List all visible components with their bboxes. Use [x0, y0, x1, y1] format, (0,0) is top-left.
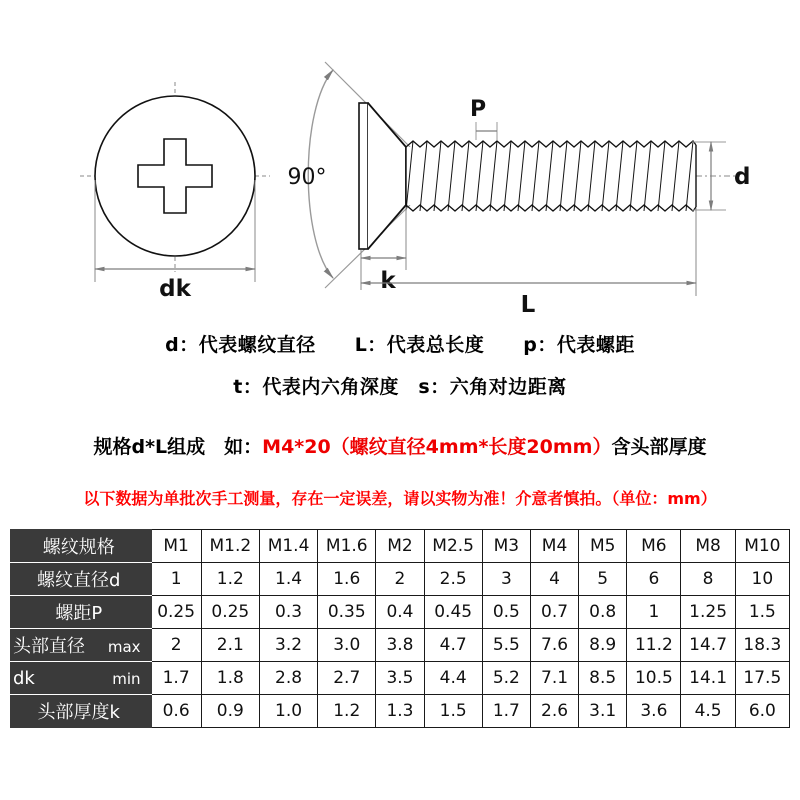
table-cell: 2	[376, 563, 424, 596]
table-cell: 0.7	[530, 596, 578, 629]
row-label-5	[11, 662, 152, 695]
legend-line-1: d：代表螺纹直径 L：代表总长度 p：代表螺距	[165, 334, 635, 356]
length-label: L	[520, 292, 536, 318]
table-cell: 3.5	[376, 662, 424, 695]
table-cell: 1.2	[201, 563, 259, 596]
table-cell: 10.5	[627, 662, 681, 695]
table-cell: 1.6	[318, 563, 376, 596]
table-cell: 2.8	[259, 662, 317, 695]
table-cell: 0.6	[151, 695, 201, 728]
legend-line-2: t：代表内六角深度 s：六角对边距离	[233, 376, 567, 398]
row-label-main: dk	[13, 667, 35, 689]
table-cell: 10	[735, 563, 789, 596]
table-cell: 14.1	[681, 662, 735, 695]
row-label-3	[11, 596, 152, 629]
table-cell: 2.6	[530, 695, 578, 728]
table-cell: 1.8	[201, 662, 259, 695]
table-cell: M2.5	[424, 530, 482, 563]
table-cell: 7.6	[530, 629, 578, 662]
table-cell: 4.7	[424, 629, 482, 662]
table-row	[11, 596, 790, 629]
table-row	[11, 563, 790, 596]
spec-note-example: M4*20（螺纹直径4mm*长度20mm）	[262, 436, 612, 458]
angle-label: 90°	[287, 165, 327, 190]
table-cell: 3.0	[318, 629, 376, 662]
table-cell: 18.3	[735, 629, 789, 662]
table-cell: M8	[681, 530, 735, 563]
row-label-4	[11, 629, 152, 662]
spec-note-suffix: 含头部厚度	[611, 436, 707, 458]
specification-table	[10, 529, 790, 728]
row-label-sub: min	[112, 669, 141, 688]
table-cell: 0.3	[259, 596, 317, 629]
row-label-sub: max	[107, 638, 141, 656]
spec-note-prefix: 规格d*L组成 如：	[93, 436, 263, 458]
table-cell: 1.2	[318, 695, 376, 728]
table-cell: 0.35	[318, 596, 376, 629]
table-row	[11, 629, 790, 662]
screw-technical-diagram	[0, 0, 800, 320]
table-cell: M2	[376, 530, 424, 563]
pitch-dimension	[476, 122, 497, 140]
table-cell: 2	[151, 629, 201, 662]
table-cell: 2.1	[201, 629, 259, 662]
table-cell: 0.25	[201, 596, 259, 629]
row-label-1	[11, 530, 152, 563]
table-cell: 1.25	[681, 596, 735, 629]
table-cell: 3	[482, 563, 530, 596]
length-dimension	[361, 208, 696, 296]
row-label-main: 头部直径	[13, 636, 85, 657]
table-cell: 1	[627, 596, 681, 629]
table-cell: 1	[151, 563, 201, 596]
screw-side-view	[359, 103, 740, 249]
table-cell: 0.9	[201, 695, 259, 728]
table-cell: 1.7	[482, 695, 530, 728]
dk-label: dk	[159, 276, 191, 302]
head-top-view	[80, 82, 270, 282]
table-cell: 7.1	[530, 662, 578, 695]
table-cell: M10	[735, 530, 789, 563]
table-cell: 5.2	[482, 662, 530, 695]
table-cell: 4.4	[424, 662, 482, 695]
table-cell: 3.6	[627, 695, 681, 728]
row-label-main: 螺纹直径d	[37, 570, 121, 591]
table-cell: 4.5	[681, 695, 735, 728]
table-cell: 3.1	[579, 695, 627, 728]
pitch-label: P	[469, 97, 487, 122]
row-label-main: 头部厚度k	[37, 702, 120, 723]
table-cell: 0.8	[579, 596, 627, 629]
measurement-disclaimer: 以下数据为单批次手工测量，存在一定误差，请以实物为准！介意者慎拍。（单位：mm）	[83, 489, 717, 508]
table-row	[11, 695, 790, 728]
table-cell: 0.4	[376, 596, 424, 629]
table-cell: 4	[530, 563, 578, 596]
row-label-main: 螺纹规格	[42, 537, 115, 558]
table-cell: 1.7	[151, 662, 201, 695]
table-cell: 1.5	[735, 596, 789, 629]
table-cell: 3.2	[259, 629, 317, 662]
table-cell: 8.9	[579, 629, 627, 662]
table-cell: 1.0	[259, 695, 317, 728]
table-cell: 1.3	[376, 695, 424, 728]
table-cell: 2.5	[424, 563, 482, 596]
table-cell: M1.6	[318, 530, 376, 563]
head-thickness-label: k	[380, 268, 396, 294]
table-cell: M3	[482, 530, 530, 563]
row-label-main: 螺距P	[55, 603, 103, 624]
table-cell: 0.25	[151, 596, 201, 629]
table-cell: M5	[579, 530, 627, 563]
table-cell: 6.0	[735, 695, 789, 728]
countersunk-taper	[368, 103, 406, 249]
table-cell: 1.4	[259, 563, 317, 596]
table-cell: 11.2	[627, 629, 681, 662]
table-cell: M1.4	[259, 530, 317, 563]
table-cell: 1.5	[424, 695, 482, 728]
table-cell: 17.5	[735, 662, 789, 695]
table-cell: M6	[627, 530, 681, 563]
diagram-svg	[0, 0, 800, 320]
table-cell: 8	[681, 563, 735, 596]
table-cell: M1	[151, 530, 201, 563]
table-cell: 5.5	[482, 629, 530, 662]
table-cell: M1.2	[201, 530, 259, 563]
spec-composition-note	[0, 432, 800, 459]
head-top-face	[359, 103, 368, 249]
table-cell: 14.7	[681, 629, 735, 662]
table-cell: M4	[530, 530, 578, 563]
row-label-2	[11, 563, 152, 596]
table-cell: 8.5	[579, 662, 627, 695]
table-cell: 0.5	[482, 596, 530, 629]
table-row	[11, 530, 790, 563]
table-cell: 0.45	[424, 596, 482, 629]
table-cell: 2.7	[318, 662, 376, 695]
table-row	[11, 662, 790, 695]
specification-table-body	[11, 530, 790, 728]
table-cell: 5	[579, 563, 627, 596]
row-label-6	[11, 695, 152, 728]
table-cell: 6	[627, 563, 681, 596]
table-cell: 3.8	[376, 629, 424, 662]
diameter-label: d	[734, 164, 751, 190]
